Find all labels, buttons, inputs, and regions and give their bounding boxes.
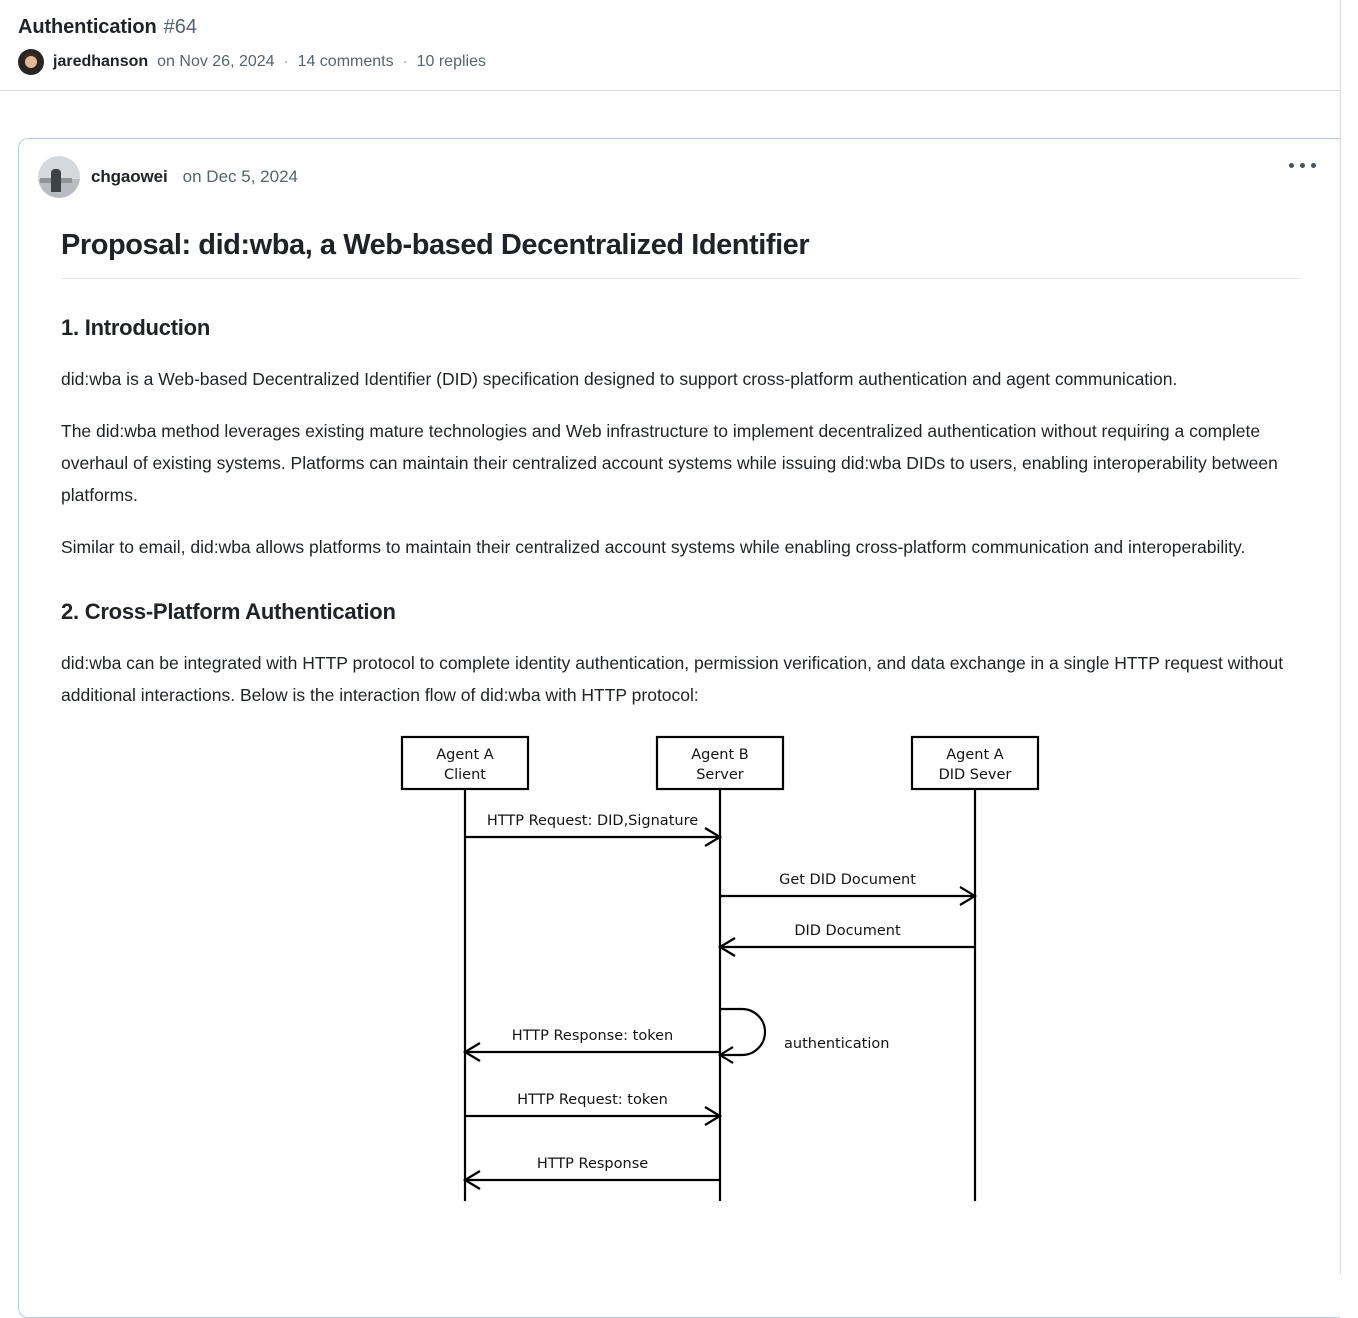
more-options-icon[interactable] bbox=[1287, 159, 1318, 172]
discussion-header bbox=[0, 0, 1340, 91]
message-2 bbox=[720, 872, 975, 905]
message-7 bbox=[465, 1156, 720, 1189]
discussion-date: on Nov 26, 2024 bbox=[157, 53, 275, 70]
discussion-author[interactable]: jaredhanson bbox=[53, 53, 149, 70]
reply-count: 10 replies bbox=[416, 53, 486, 70]
comment-count: 14 comments bbox=[297, 53, 394, 70]
message-label: DID Document bbox=[794, 923, 901, 939]
meta-separator: · bbox=[283, 53, 289, 70]
message-label: HTTP Request: DID,Signature bbox=[486, 813, 699, 829]
scroll-gutter[interactable] bbox=[1340, 0, 1358, 1275]
message-6 bbox=[465, 1092, 720, 1125]
message-4 bbox=[720, 1009, 889, 1063]
comment-header bbox=[19, 139, 1340, 198]
header-divider bbox=[0, 90, 1340, 91]
participant-label: Client bbox=[444, 767, 486, 783]
comment-date: on Dec 5, 2024 bbox=[182, 167, 298, 186]
comment-author[interactable]: chgaowei bbox=[91, 167, 168, 186]
kebab-dot bbox=[1289, 163, 1294, 168]
paragraph: The did:wba method leverages existing mature technologies and Web infrastructure to implement decentralized authentication without requiring a complete overhaul of existing systems. Platforms can maintain their centralized account systems while issuing did:wba DIDs to users, enabling interoperability between platforms. bbox=[61, 421, 1278, 505]
paragraph: Similar to email, did:wba allows platforms to maintain their centralized account systems while enabling cross-platform communication and interoperability. bbox=[61, 537, 1246, 557]
section-heading-introduction: 1. Introduction bbox=[61, 315, 211, 340]
message-1 bbox=[465, 813, 720, 846]
title-divider bbox=[61, 278, 1300, 279]
message-label: HTTP Response bbox=[536, 1156, 649, 1172]
paragraph: did:wba can be integrated with HTTP protocol to complete identity authentication, permission verification, and data exchange in a single HTTP request without additional interactions. Below is the interaction flow of did:wba with HTTP protocol: bbox=[61, 653, 1284, 705]
participant-2 bbox=[657, 737, 783, 1201]
participant-label: Agent B bbox=[691, 747, 749, 763]
section-heading-cross-platform-authentication: 2. Cross-Platform Authentication bbox=[61, 599, 396, 624]
message-label: HTTP Request: token bbox=[517, 1092, 668, 1108]
participant-label: Agent A bbox=[946, 747, 1004, 763]
avatar[interactable] bbox=[38, 156, 80, 198]
paragraph: did:wba is a Web-based Decentralized Identifier (DID) specification designed to support cross-platform authentication and agent communication. bbox=[61, 369, 1178, 389]
participant-1 bbox=[402, 737, 528, 1201]
message-label: authentication bbox=[784, 1036, 890, 1052]
discussion-meta-row bbox=[18, 49, 1340, 75]
self-loop bbox=[720, 1009, 765, 1055]
kebab-dot bbox=[1311, 163, 1316, 168]
message-5 bbox=[465, 1028, 720, 1061]
participant-label: Server bbox=[696, 767, 744, 783]
participant-3 bbox=[912, 737, 1038, 1201]
meta-separator: · bbox=[402, 53, 408, 70]
comment-card bbox=[18, 138, 1340, 1318]
message-label: HTTP Response: token bbox=[511, 1028, 674, 1044]
discussion-number: #64 bbox=[163, 16, 197, 38]
participant-label: DID Sever bbox=[938, 767, 1012, 783]
comment-body bbox=[19, 226, 1340, 1203]
kebab-dot bbox=[1300, 163, 1305, 168]
avatar[interactable] bbox=[18, 49, 44, 75]
message-3 bbox=[720, 923, 975, 956]
discussion-title-row bbox=[18, 14, 1340, 40]
message-label: Get DID Document bbox=[779, 872, 916, 888]
sequence-diagram-svg bbox=[39, 733, 1319, 1203]
page-title: Proposal: did:wba, a Web-based Decentralized Identifier bbox=[61, 229, 810, 261]
sequence-diagram bbox=[39, 733, 1320, 1203]
discussion-title: Authentication bbox=[18, 16, 157, 38]
participant-label: Agent A bbox=[436, 747, 494, 763]
